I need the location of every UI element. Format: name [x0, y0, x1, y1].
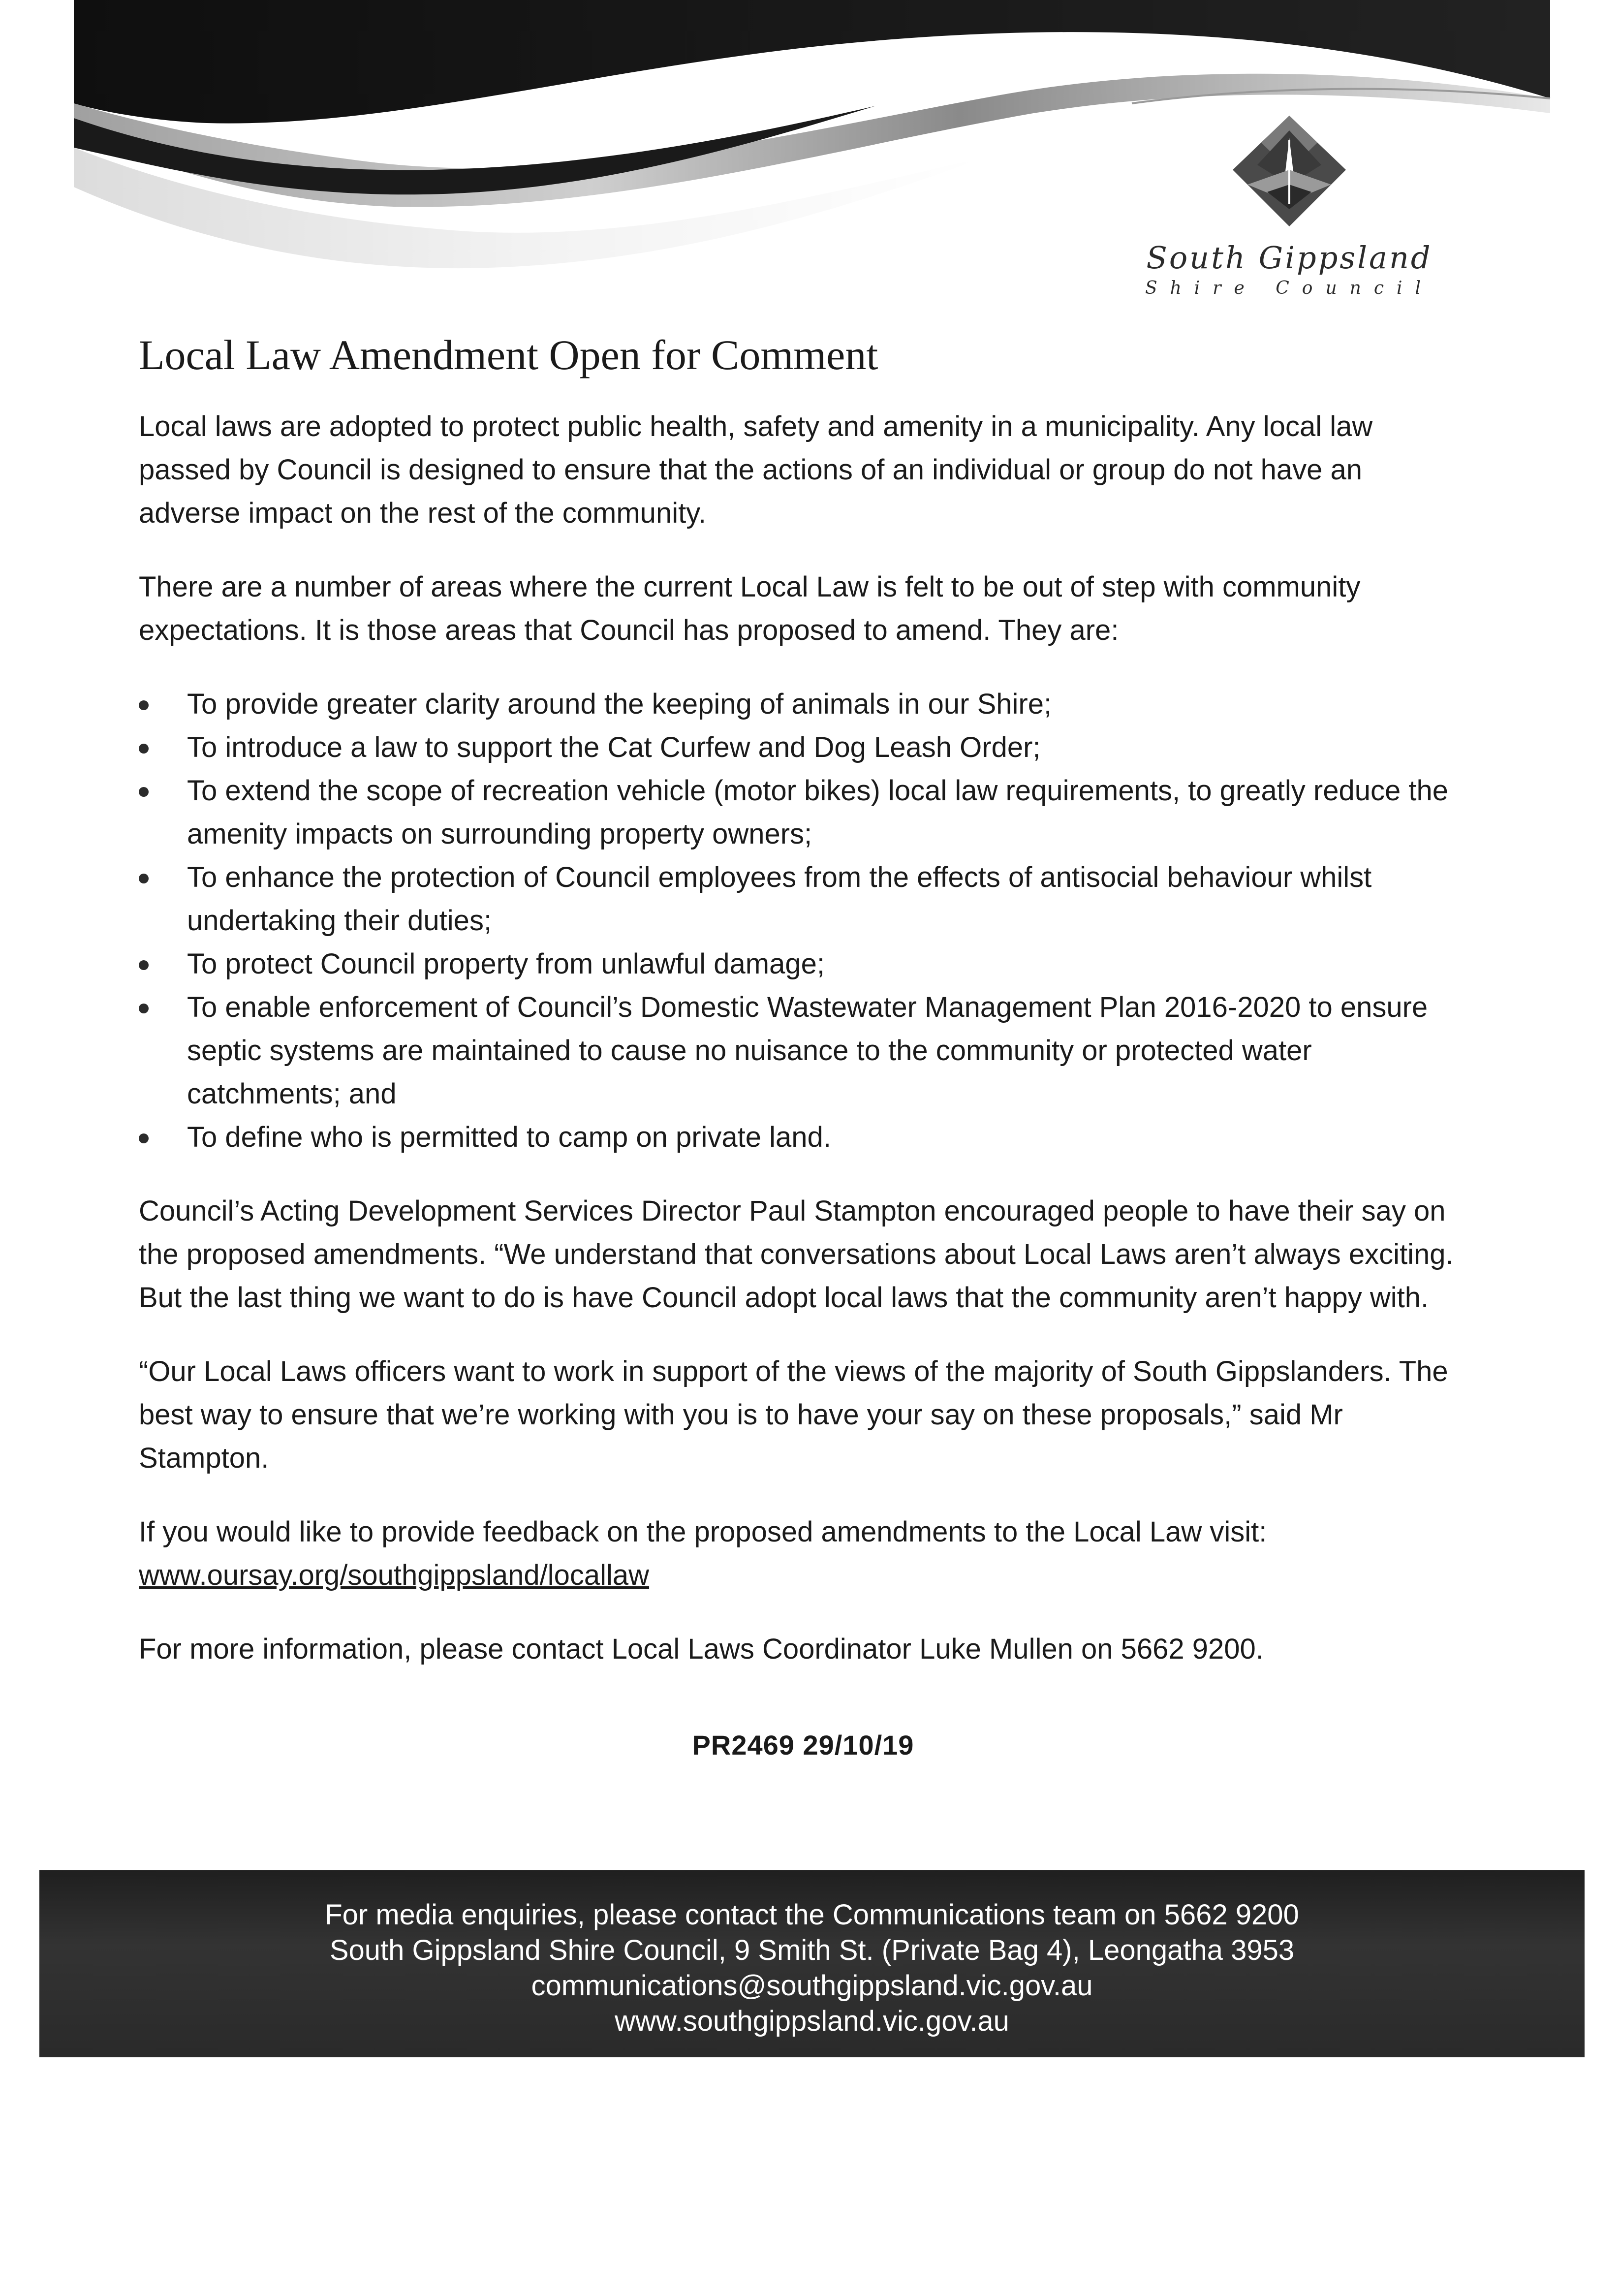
bullet-dot-icon: [139, 960, 149, 970]
logo-org-name: South Gippsland: [1146, 240, 1433, 276]
list-item-text: To extend the scope of recreation vehicle (motor bikes) local law requirements, to greatly reduce the amenity impacts on surrounding property owners;: [187, 774, 1448, 850]
list-item: [139, 856, 1467, 943]
list-item-text: To enhance the protection of Council employees from the effects of antisocial behaviour whilst undertaking their duties;: [187, 861, 1372, 937]
footer-address-line: South Gippsland Shire Council, 9 Smith St. (Private Bag 4), Leongatha 3953: [329, 1934, 1295, 1966]
feedback-text: If you would like to provide feedback on the proposed amendments to the Local Law visit:: [139, 1515, 1267, 1548]
feedback-link[interactable]: www.oursay.org/southgippsland/locallaw: [139, 1559, 650, 1591]
list-item: [139, 683, 1467, 726]
footer-media-line: For media enquiries, please contact the Communications team on 5662 9200: [325, 1899, 1299, 1931]
bullet-dot-icon: [139, 1133, 149, 1143]
officers-quote-paragraph: “Our Local Laws officers want to work in support of the views of the majority of South Gippslanders. The best way to ensure that we’re working with you is to have your say on these proposals,” said Mr Stampton.: [139, 1355, 1448, 1474]
list-item-text: To provide greater clarity around the keeping of animals in our Shire;: [187, 688, 1052, 720]
media-footer: [39, 1870, 1585, 2057]
bullet-dot-icon: [139, 700, 149, 710]
bullet-dot-icon: [139, 1004, 149, 1013]
areas-paragraph: There are a number of areas where the current Local Law is felt to be out of step with community expectations. It is those areas that Council has proposed to amend. They are:: [139, 570, 1361, 646]
footer-website[interactable]: www.southgippsland.vic.gov.au: [615, 2005, 1009, 2037]
amendments-list: [139, 683, 1467, 1159]
list-item-text: To define who is permitted to camp on private land.: [187, 1121, 831, 1153]
bullet-dot-icon: [139, 787, 149, 797]
council-logo: [1137, 111, 1442, 308]
reference-number: PR2469 29/10/19: [692, 1729, 914, 1761]
list-item: [139, 986, 1467, 1116]
list-item: [139, 769, 1467, 856]
contact-paragraph: For more information, please contact Local Laws Coordinator Luke Mullen on 5662 9200.: [139, 1633, 1264, 1665]
list-item-text: To introduce a law to support the Cat Curfew and Dog Leash Order;: [187, 731, 1041, 763]
council-logo-icon: [1228, 111, 1351, 239]
logo-org-subtitle: Shire Council: [1145, 278, 1434, 298]
list-item-text: To enable enforcement of Council’s Domestic Wastewater Management Plan 2016-2020 to ensure septic systems are maintained to cause no nuisance to the community or protected water catchments; and: [187, 991, 1428, 1110]
press-release-body: [139, 331, 1467, 1761]
list-item-text: To protect Council property from unlawful damage;: [187, 947, 825, 980]
page-title: Local Law Amendment Open for Comment: [139, 331, 878, 378]
feedback-paragraph: [139, 1510, 1467, 1597]
list-item: [139, 726, 1467, 769]
bullet-dot-icon: [139, 744, 149, 754]
bullet-dot-icon: [139, 874, 149, 883]
list-item: [139, 1116, 1467, 1159]
intro-paragraph: Local laws are adopted to protect public health, safety and amenity in a municipality. Any local law passed by Council is designed to ensure that the actions of an individual or group do not have an adverse impact on the rest of the community.: [139, 410, 1373, 529]
director-quote-paragraph: Council’s Acting Development Services Director Paul Stampton encouraged people to have their say on the proposed amendments. “We understand that conversations about Local Laws aren’t always exciting. But the last thing we want to do is have Council adopt local laws that the community aren’t happy with.: [139, 1195, 1454, 1314]
footer-email[interactable]: communications@southgippsland.vic.gov.au: [531, 1970, 1093, 2002]
list-item: [139, 943, 1467, 986]
